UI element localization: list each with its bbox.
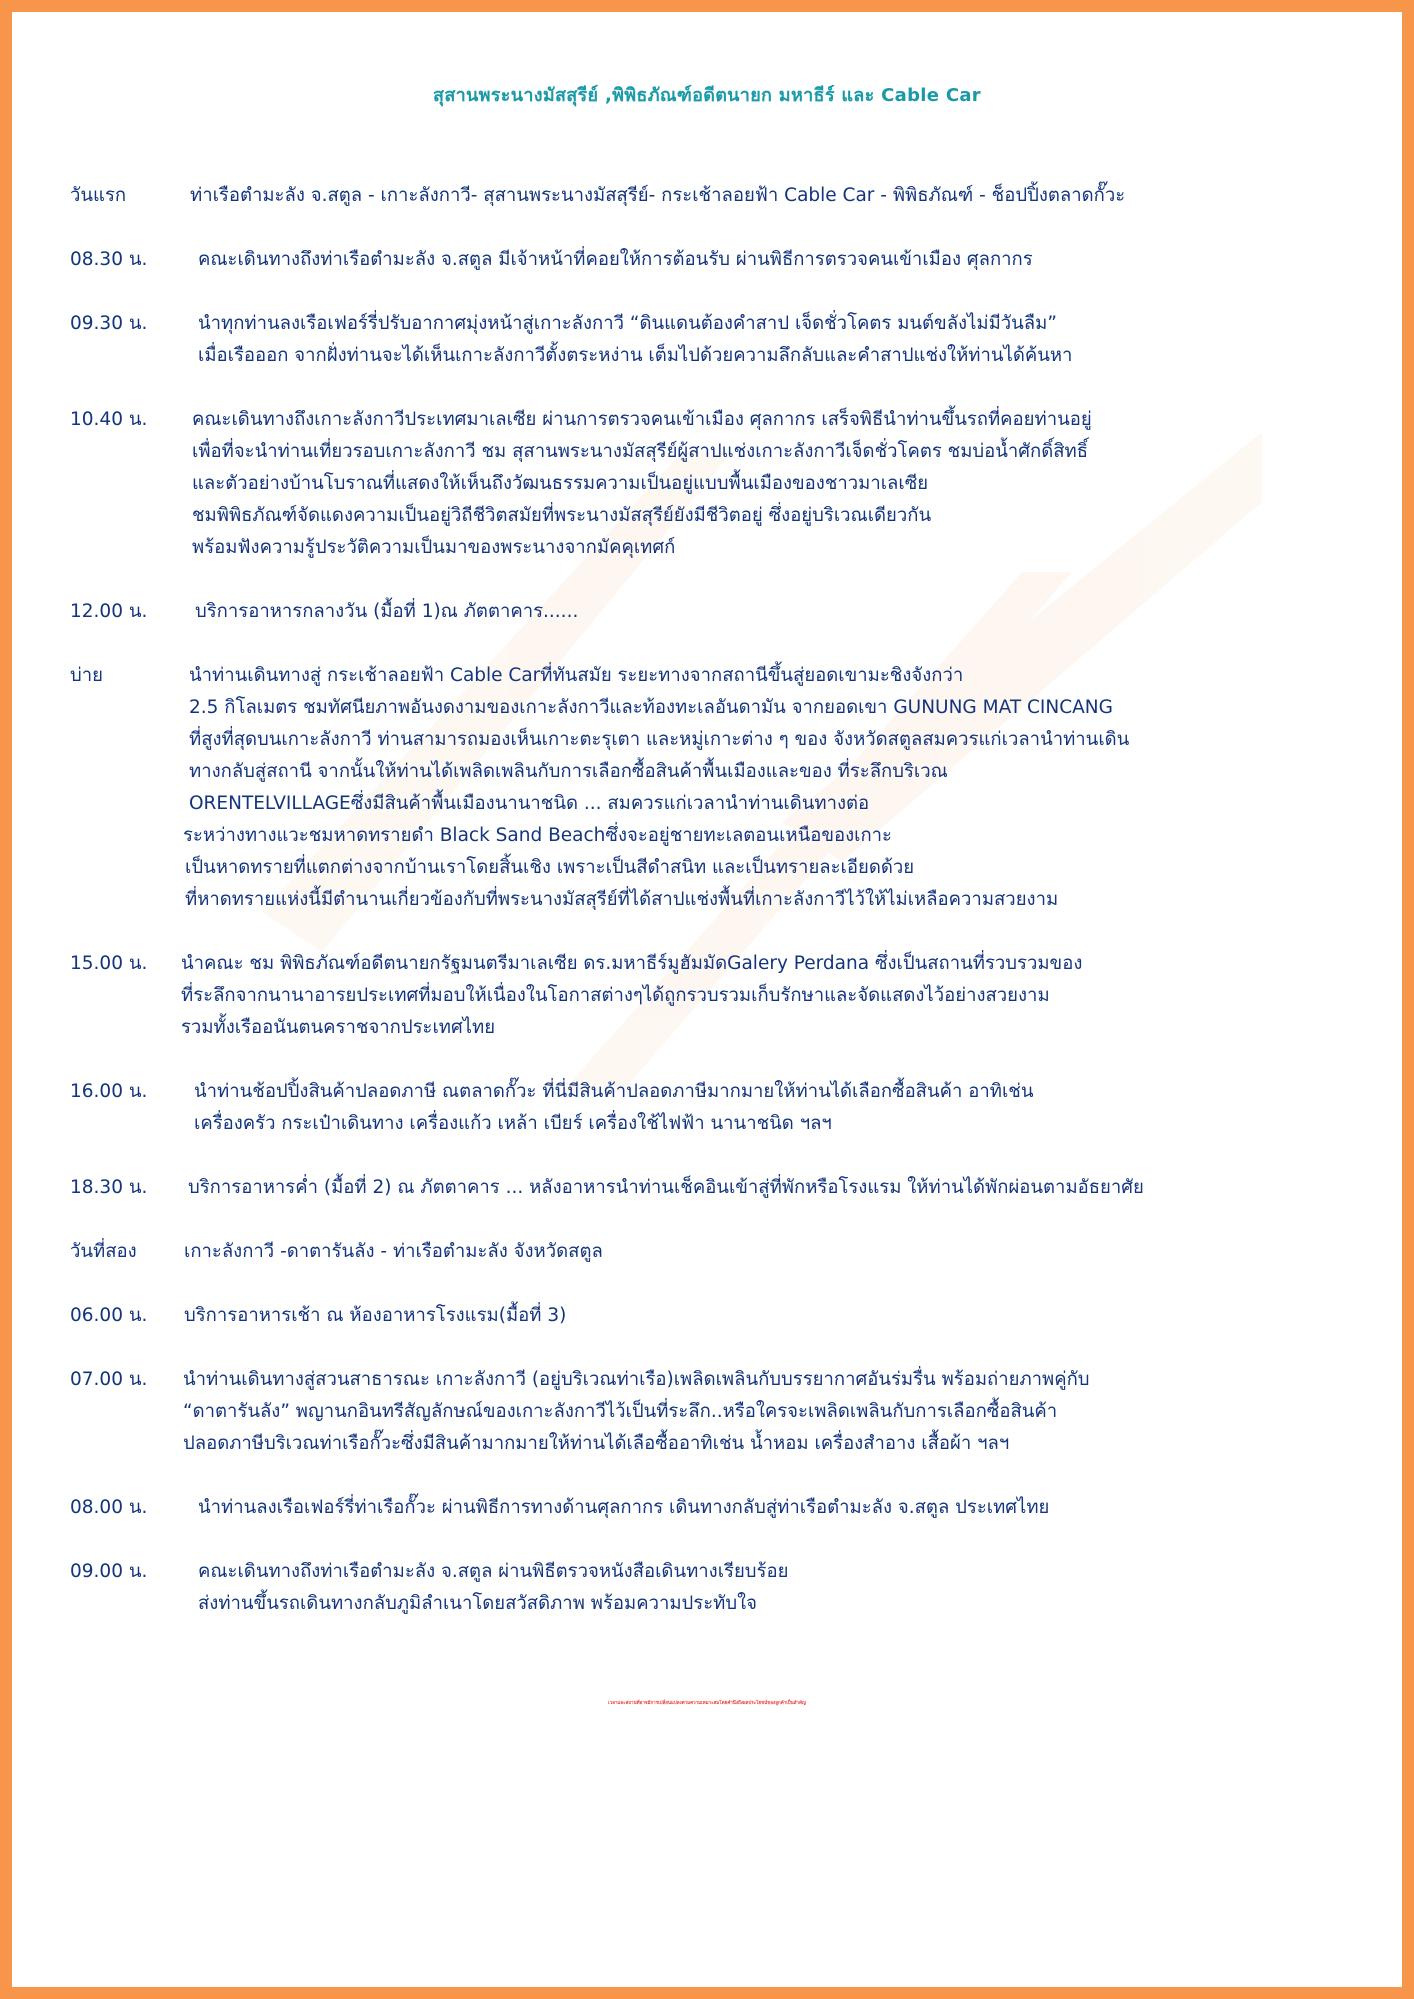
schedule-description xyxy=(198,308,1072,372)
schedule-line: 2.5 กิโลเมตร ชมทัศนียภาพอันงดงามของเกาะลังกาวีและท้องทะเลอันดามัน จากยอดเขา GUNUNG MAT CINCANG xyxy=(189,697,1113,718)
schedule-time: 06.00 น. xyxy=(70,1305,148,1326)
schedule-line: คณะเดินทางถึงท่าเรือตำมะลัง จ.สตูล มีเจ้าหน้าที่คอยให้การต้อนรับ ผ่านพิธีการตรวจคนเข้าเมือง ศุลกากร xyxy=(198,249,1033,270)
schedule-line: ทางกลับสู่สถานี จากนั้นให้ท่านได้เพลิดเพลินกับการเลือกซื้อสินค้าพื้นเมืองและของ ที่ระลึกบริเวณ xyxy=(189,761,948,782)
schedule-time: 12.00 น. xyxy=(70,601,148,622)
schedule-row xyxy=(70,308,1072,372)
schedule-row xyxy=(70,660,1129,916)
schedule-description xyxy=(190,180,1125,212)
schedule-line: ที่หาดทรายแห่งนี้มีตำนานเกี่ยวข้องกับที่พระนางมัสสุรีย์ที่ได้สาปแช่งพื้นที่เกาะลังกาวีไว้ให้ไม่เหลือความสวยงาม xyxy=(185,889,1059,910)
schedule-line: ส่งท่านขึ้นรถเดินทางกลับภูมิลำเนาโดยสวัสดิภาพ พร้อมความประทับใจ xyxy=(198,1593,757,1614)
schedule-line: บริการอาหารกลางวัน (มื้อที่ 1)ณ ภัตตาคาร...... xyxy=(195,601,579,622)
schedule-line: พร้อมฟังความรู้ประวัติความเป็นมาของพระนางจากมัคคุเทศก์ xyxy=(192,537,676,558)
schedule-description xyxy=(195,596,578,628)
schedule-row xyxy=(70,1076,1033,1140)
schedule-row xyxy=(70,1300,566,1332)
schedule-time: 07.00 น. xyxy=(70,1369,148,1390)
schedule-description xyxy=(198,244,1033,276)
schedule-line: เครื่องครัว กระเป๋าเดินทาง เครื่องแก้ว เหล้า เบียร์ เครื่องใช้ไฟฟ้า นานาชนิด ฯลฯ xyxy=(194,1113,832,1134)
disclaimer-note: เวลาและสถานที่อาจมีการเปลี่ยนแปลงตามความเหมาะสมโดยคำนึงถึงผลประโยชน์ของลูกค้าเป็นสำคัญ xyxy=(608,1701,806,1706)
schedule-time: วันแรก xyxy=(70,185,127,206)
schedule-row xyxy=(70,404,1092,564)
schedule-line: รวมทั้งเรืออนันตนคราชจากประเทศไทย xyxy=(181,1017,496,1038)
schedule-description xyxy=(184,1236,603,1268)
schedule-line: ชมพิพิธภัณฑ์จัดแดงความเป็นอยู่วิถีชีวิตสมัยที่พระนางมัสสุรีย์ยังมีชีวิตอยู่ ซึ่งอยู่บริเวณเดียวกัน xyxy=(192,505,932,526)
schedule-line: คณะเดินทางถึงเกาะลังกาวีประเทศมาเลเซีย ผ่านการตรวจคนเข้าเมือง ศุลกากร เสร็จพิธีนำท่านขึ้นรถที่คอยท่านอยู่ xyxy=(192,409,1092,430)
schedule-line: ORENTELVILLAGEซึ่งมีสินค้าพื้นเมืองนานาชนิด ... สมควรแก่เวลานำท่านเดินทางต่อ xyxy=(189,793,870,814)
page-title: สุสานพระนางมัสสุรีย์ ,พิพิธภัณฑ์อดีตนายก มหาธีร์ และ Cable Car xyxy=(433,85,981,106)
schedule-line: ท่าเรือตำมะลัง จ.สตูล - เกาะลังกาวี- สุสานพระนางมัสสุรีย์- กระเช้าลอยฟ้า Cable Car - พิพิธภัณฑ์ - ช็อปปิ้งตลาดกั๊วะ xyxy=(190,185,1126,206)
schedule-time: 18.30 น. xyxy=(70,1177,148,1198)
schedule-description xyxy=(183,660,1130,916)
schedule-line: เกาะลังกาวี -ดาตารันลัง - ท่าเรือตำมะลัง จังหวัดสตูล xyxy=(184,1241,603,1262)
schedule-time: 08.00 น. xyxy=(70,1497,148,1518)
schedule-description xyxy=(183,1364,1090,1460)
schedule-description xyxy=(188,1172,1144,1204)
schedule-line: นำทุกท่านลงเรือเฟอร์รี่ปรับอากาศมุ่งหน้าสู่เกาะลังกาวี “ดินแดนต้องคำสาป เจ็ดชั่วโคตร มนต์ขลังไม่มีวันลืม” xyxy=(198,313,1057,334)
schedule-line: คณะเดินทางถึงท่าเรือตำมะลัง จ.สตูล ผ่านพิธีตรวจหนังสือเดินทางเรียบร้อย xyxy=(198,1561,789,1582)
schedule-description xyxy=(192,404,1092,564)
schedule-line: ที่สูงที่สุดบนเกาะลังกาวี ท่านสามารถมองเห็นเกาะตะรุเตา และหมู่เกาะต่าง ๆ ของ จังหวัดสตูลสมควรแก่เวลานำท่านเดิน xyxy=(189,729,1130,750)
schedule-time: 09.00 น. xyxy=(70,1561,148,1582)
schedule-line: นำท่านลงเรือเฟอร์รี่ท่าเรือกั๊วะ ผ่านพิธีการทางด้านศุลกากร เดินทางกลับสู่ท่าเรือตำมะลัง จ.สตูล ประเทศไทย xyxy=(198,1497,1050,1518)
schedule-description xyxy=(181,948,1082,1044)
schedule-description xyxy=(198,1556,788,1620)
schedule-line: บริการอาหารเช้า ณ ห้องอาหารโรงแรม(มื้อที่ 3) xyxy=(184,1305,567,1326)
schedule-line: เพื่อที่จะนำท่านเที่ยวรอบเกาะลังกาวี ชม สุสานพระนางมัสสุรีย์ผู้สาปแช่งเกาะลังกาวีเจ็ดชั่วโคตร ชมบ่อน้ำศักดิ์สิทธิ์ xyxy=(192,441,1089,462)
schedule-row xyxy=(70,1236,603,1268)
schedule-line: ปลอดภาษีบริเวณท่าเรือกั๊วะซึ่งมีสินค้ามากมายให้ท่านได้เลือซื้ออาทิเช่น น้ำหอม เครื่องสำอาง เสื้อผ้า ฯลฯ xyxy=(183,1433,1010,1454)
schedule-time: บ่าย xyxy=(70,665,103,686)
schedule-row xyxy=(70,1492,1049,1524)
schedule-row xyxy=(70,180,1125,212)
schedule-row xyxy=(70,596,578,628)
schedule-row xyxy=(70,1556,788,1620)
schedule-line: นำท่านเดินทางสู่สวนสาธารณะ เกาะลังกาวี (อยู่บริเวณท่าเรือ)เพลิดเพลินกับบรรยากาศอันร่มรื่น พร้อมถ่ายภาพคู่กับ xyxy=(183,1369,1090,1390)
schedule-row xyxy=(70,1172,1144,1204)
schedule-time: 09.30 น. xyxy=(70,313,148,334)
schedule-line: เมื่อเรือออก จากฝั่งท่านจะได้เห็นเกาะลังกาวีตั้งตระหง่าน เต็มไปด้วยความลึกลับและคำสาปแช่งให้ท่านได้ค้นหา xyxy=(198,345,1073,366)
schedule-line: นำคณะ ชม พิพิธภัณฑ์อดีตนายกรัฐมนตรีมาเลเซีย ดร.มหาธีร์มูฮัมมัดGalery Perdana ซึ่งเป็นสถานที่รวบรวมของ xyxy=(181,953,1083,974)
schedule-line: นำท่านเดินทางสู่ กระเช้าลอยฟ้า Cable Carที่ทันสมัย ระยะทางจากสถานีขึ้นสู่ยอดเขามะชิงจังกว่า xyxy=(189,665,964,686)
schedule-line: และตัวอย่างบ้านโบราณที่แสดงให้เห็นถึงวัฒนธรรมความเป็นอยู่แบบพื้นเมืองของชาวมาเลเซีย xyxy=(192,473,929,494)
schedule-time: วันที่สอง xyxy=(70,1241,137,1262)
schedule-time: 15.00 น. xyxy=(70,953,148,974)
schedule-line: ที่ระลึกจากนานาอารยประเทศที่มอบให้เนื่องในโอกาสต่างๆได้ถูกรวบรวมเก็บรักษาและจัดแสดงไว้อย่างสวยงาม xyxy=(181,985,1050,1006)
schedule-description xyxy=(184,1300,566,1332)
schedule-description xyxy=(194,1076,1033,1140)
schedule-line: ระหว่างทางแวะชมหาดทรายดำ Black Sand Beachซึ่งจะอยู่ชายทะเลตอนเหนือของเกาะ xyxy=(183,825,892,846)
schedule-time: 16.00 น. xyxy=(70,1081,148,1102)
schedule-row xyxy=(70,948,1082,1044)
schedule-row xyxy=(70,1364,1090,1460)
schedule-row xyxy=(70,244,1033,276)
schedule-time: 10.40 น. xyxy=(70,409,148,430)
schedule-line: เป็นหาดทรายที่แตกต่างจากบ้านเราโดยสิ้นเชิง เพราะเป็นสีดำสนิท และเป็นทรายละเอียดด้วย xyxy=(185,857,915,878)
schedule-description xyxy=(198,1492,1049,1524)
schedule-line: “ดาตารันลัง” พญานกอินทรีสัญลักษณ์ของเกาะลังกาวีไว้เป็นที่ระลึก..หรือใครจะเพลิดเพลินกับการเลือกซื้อสินค้า xyxy=(183,1401,1058,1422)
schedule-line: นำท่านช้อปปิ้งสินค้าปลอดภาษี ณตลาดกั๊วะ ที่นี่มีสินค้าปลอดภาษีมากมายให้ท่านได้เลือกซื้อสินค้า อาทิเช่น xyxy=(194,1081,1034,1102)
schedule-time: 08.30 น. xyxy=(70,249,148,270)
schedule-line: บริการอาหารค่ำ (มื้อที่ 2) ณ ภัตตาคาร ... หลังอาหารนำท่านเช็คอินเข้าสู่ที่พักหรือโรงแรม ให้ท่านได้พักผ่อนตามอัธยาศัย xyxy=(188,1177,1144,1198)
